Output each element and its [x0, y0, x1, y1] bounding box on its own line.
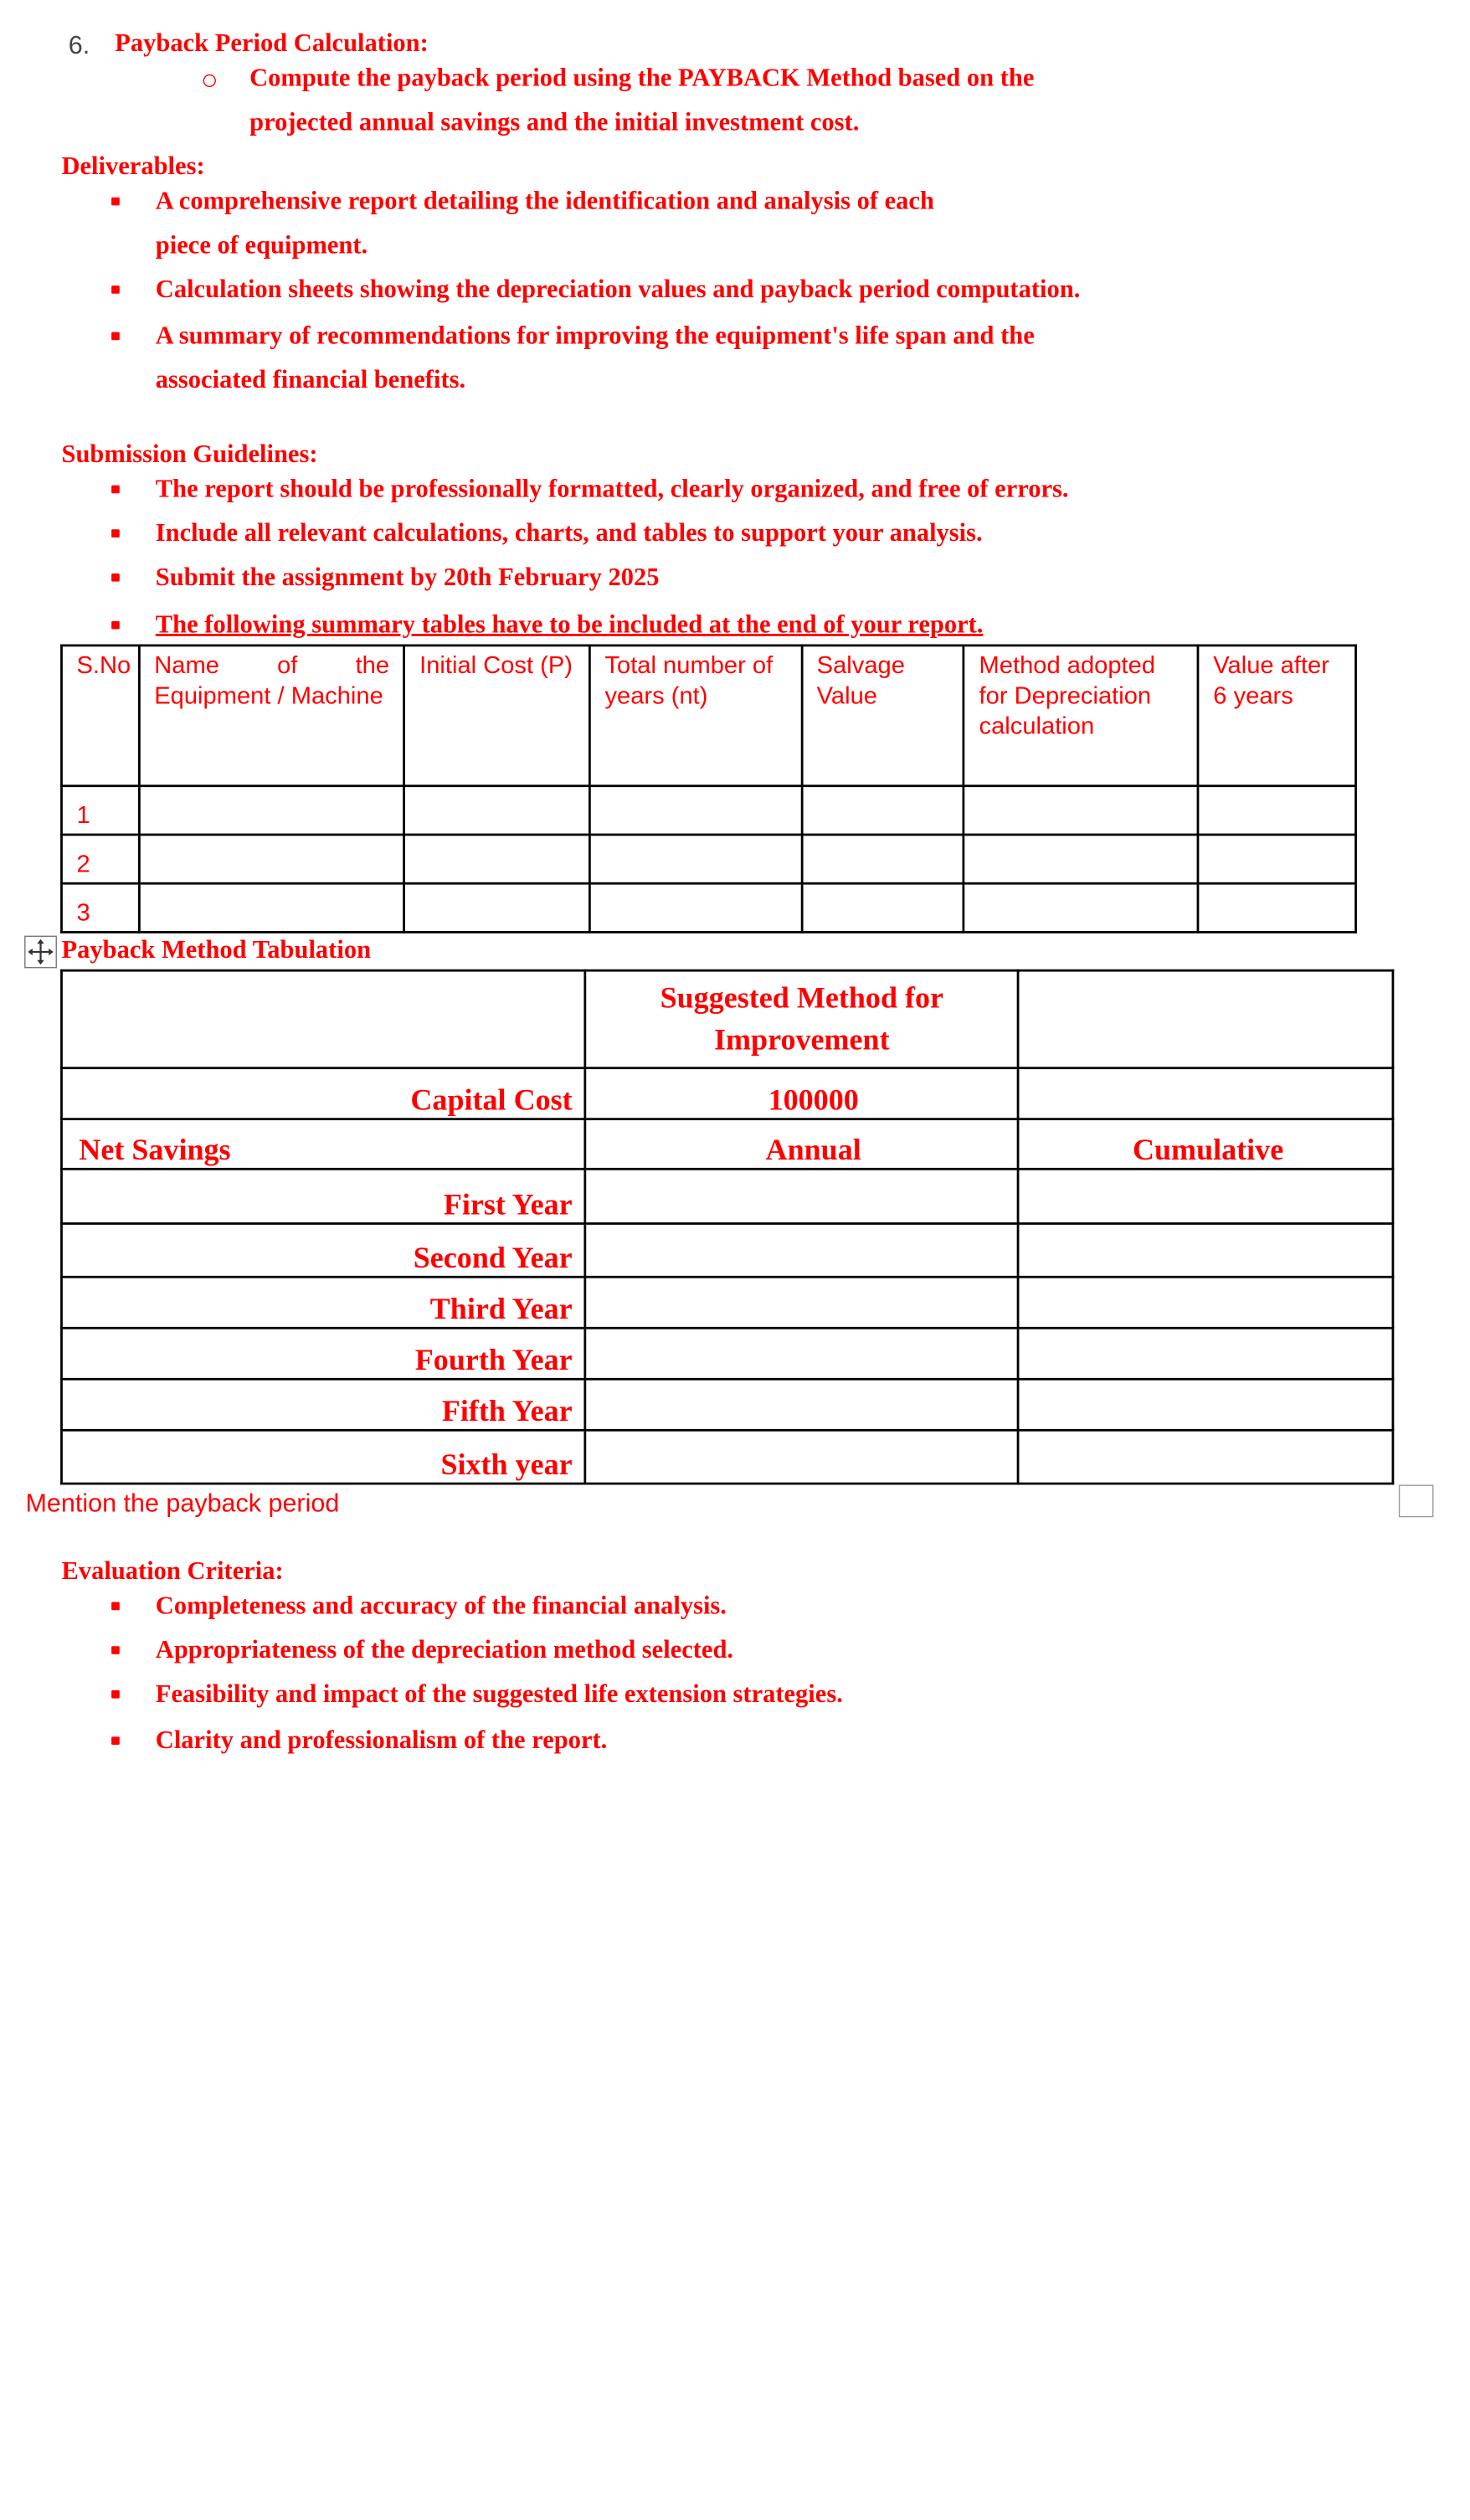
header-name: Name of the Equipment / Machine [139, 645, 404, 786]
row-sno: 2 [61, 835, 139, 883]
cell-initial-cost[interactable] [404, 883, 589, 932]
cell-salvage[interactable] [802, 786, 964, 835]
table-row [61, 1328, 1392, 1379]
cell-initial-cost[interactable] [404, 786, 589, 835]
row-sno: 3 [61, 883, 139, 932]
table-row [61, 1169, 1392, 1223]
submission-item-4-text: The following summary tables have to be included at the end of your report. [155, 609, 984, 639]
table-row [61, 1430, 1392, 1484]
annual-cell[interactable] [585, 1223, 1019, 1277]
year-label: Second Year [61, 1223, 584, 1277]
header-initial-cost: Initial Cost (P) [404, 645, 589, 786]
header-sno: S.No [61, 645, 139, 786]
mention-payback-text: Mention the payback period [25, 1488, 340, 1518]
section-title: Payback Period Calculation: [115, 28, 429, 57]
bullet-icon [111, 1602, 120, 1611]
row-sno: 1 [61, 786, 139, 835]
section-sub-bullet-line2: projected annual savings and the initial investment cost. [249, 106, 860, 136]
cell-value-after[interactable] [1198, 835, 1355, 883]
bullet-icon [111, 1646, 120, 1654]
bullet-icon [111, 1736, 120, 1745]
year-label: First Year [61, 1169, 584, 1223]
annual-cell[interactable] [585, 1169, 1019, 1223]
evaluation-item-4: Clarity and professionalism of the report. [155, 1725, 608, 1755]
circle-bullet-icon [203, 75, 216, 87]
bullet-icon [111, 529, 120, 537]
cumulative-cell[interactable] [1019, 1430, 1393, 1484]
header-total-years: Total number of years (nt) [589, 645, 801, 786]
summary-table-header-row [61, 645, 1355, 786]
empty-cell [61, 970, 584, 1067]
annual-cell[interactable] [585, 1328, 1019, 1379]
cumulative-cell[interactable] [1019, 1169, 1393, 1223]
evaluation-item-2: Appropriateness of the depreciation method selected. [155, 1634, 734, 1664]
capital-cost-value: 100000 [585, 1068, 1019, 1119]
bullet-icon [111, 332, 120, 341]
cumulative-cell[interactable] [1019, 1328, 1393, 1379]
cumulative-cell[interactable] [1019, 1379, 1393, 1430]
empty-cell[interactable] [1019, 970, 1393, 1067]
header-salvage-value: Salvage Value [802, 645, 964, 786]
cell-value-after[interactable] [1198, 786, 1355, 835]
cell-value-after[interactable] [1198, 883, 1355, 932]
deliverable-item-3-line2: associated financial benefits. [155, 364, 466, 394]
year-label: Fifth Year [61, 1379, 584, 1430]
table-row [61, 1223, 1392, 1277]
cell-salvage[interactable] [802, 835, 964, 883]
cell-method[interactable] [964, 786, 1199, 835]
summary-table [60, 645, 1357, 933]
submission-item-1: The report should be professionally formatted, clearly organized, and free of errors. [155, 473, 1069, 503]
cell-name[interactable] [139, 883, 404, 932]
payback-table [60, 969, 1394, 1485]
table-row [61, 1379, 1392, 1430]
table-row [61, 786, 1355, 835]
annual-cell[interactable] [585, 1430, 1019, 1484]
section-sub-bullet-line1: Compute the payback period using the PAYBACK Method based on the [249, 62, 1035, 92]
capital-cost-row [61, 1068, 1392, 1119]
table-row [61, 883, 1355, 932]
bullet-icon [111, 285, 120, 294]
payback-header-row [61, 970, 1392, 1067]
bullet-icon [111, 621, 120, 630]
bullet-icon [111, 198, 120, 206]
deliverable-item-1-line1: A comprehensive report detailing the identification and analysis of each [155, 185, 934, 215]
annual-cell[interactable] [585, 1277, 1019, 1328]
deliverables-heading: Deliverables: [61, 151, 205, 180]
annual-cell[interactable] [585, 1379, 1019, 1430]
header-value-after: Value after 6 years [1198, 645, 1355, 786]
bullet-icon [111, 1690, 120, 1699]
paragraph-mark-box[interactable] [1399, 1484, 1434, 1517]
cell-total-years[interactable] [589, 786, 801, 835]
cumulative-cell[interactable] [1019, 1277, 1393, 1328]
table-row [61, 1277, 1392, 1328]
annual-label: Annual [585, 1119, 1019, 1170]
net-savings-row [61, 1119, 1392, 1170]
cell-salvage[interactable] [802, 883, 964, 932]
table-move-handle-icon[interactable] [24, 936, 57, 969]
cell-initial-cost[interactable] [404, 835, 589, 883]
cumulative-cell[interactable] [1019, 1223, 1393, 1277]
cell-total-years[interactable] [589, 883, 801, 932]
bullet-icon [111, 573, 120, 582]
net-savings-label: Net Savings [61, 1119, 584, 1170]
deliverable-item-2: Calculation sheets showing the depreciation values and payback period computation. [155, 274, 1081, 303]
year-label: Sixth year [61, 1430, 584, 1484]
table-row [61, 835, 1355, 883]
cell-name[interactable] [139, 786, 404, 835]
evaluation-item-3: Feasibility and impact of the suggested life extension strategies. [155, 1679, 843, 1708]
submission-item-4 [156, 609, 984, 640]
section-number: 6. [68, 30, 90, 59]
year-label: Fourth Year [61, 1328, 584, 1379]
year-label: Third Year [61, 1277, 584, 1328]
cell-method[interactable] [964, 883, 1199, 932]
header-method: Method adopted for Depreciation calculation [964, 645, 1199, 786]
capital-cost-label: Capital Cost [61, 1068, 584, 1119]
cell-name[interactable] [139, 835, 404, 883]
submission-heading: Submission Guidelines: [61, 439, 318, 468]
submission-item-3: Submit the assignment by 20th February 2025 [155, 562, 660, 591]
submission-item-2: Include all relevant calculations, charts, and tables to support your analysis. [155, 517, 983, 548]
empty-cell[interactable] [1019, 1068, 1393, 1119]
cumulative-label: Cumulative [1019, 1119, 1393, 1170]
bullet-icon [111, 486, 120, 494]
deliverable-item-3-line1: A summary of recommendations for improving the equipment's life span and the [155, 320, 1035, 350]
cell-total-years[interactable] [589, 835, 801, 883]
payback-title: Payback Method Tabulation [61, 934, 372, 964]
suggested-method-heading: Suggested Method for Improvement [585, 970, 1019, 1067]
evaluation-item-1: Completeness and accuracy of the financial analysis. [155, 1590, 727, 1620]
evaluation-heading: Evaluation Criteria: [61, 1556, 284, 1585]
deliverable-item-1-line2: piece of equipment. [155, 229, 368, 260]
cell-method[interactable] [964, 835, 1199, 883]
